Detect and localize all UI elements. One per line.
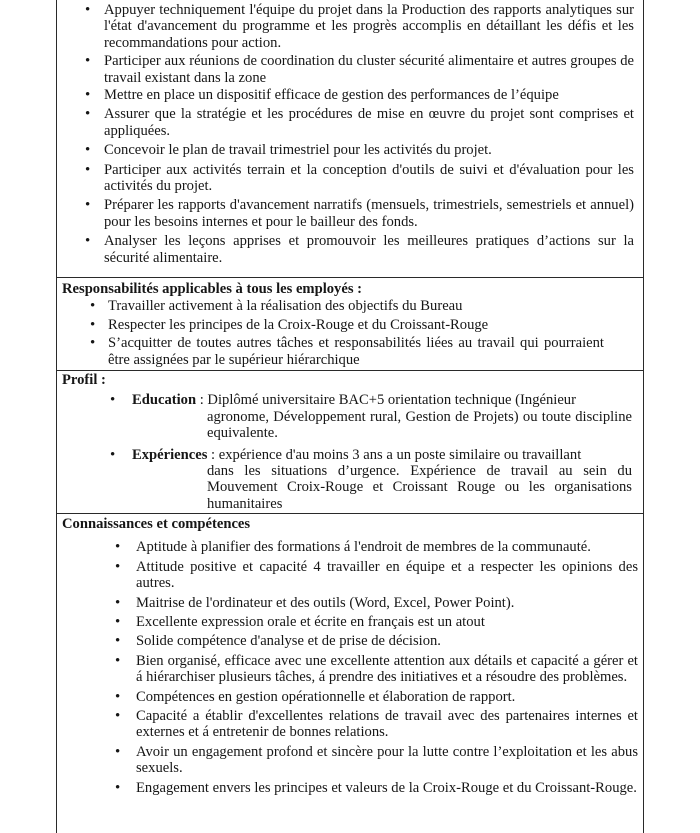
experience-item (56, 447, 644, 513)
list-item: • Assurer que la stratégie et les procédures de mise en œuvre du projet sont comprises et appliquées. (56, 106, 644, 139)
tasks-list (56, 2, 644, 266)
list-item: • S’acquitter de toutes autres tâches et responsabilités liées au travail qui pourraient être assignées par le supérieur hiérarchique (56, 335, 644, 368)
profile-section (56, 370, 644, 512)
education-text: agronome, Développement rural, Gestion de Projets) ou toute discipline equivalente. (207, 408, 632, 442)
list-item: • Travailler activement à la réalisation des objectifs du Bureau (56, 298, 644, 314)
list-item: • Appuyer techniquement l'équipe du projet dans la Production des rapports analytiques sur l'état d'avancement du programme et les progrès accomplis en détaillant les défis et les recommandations pour action. (56, 2, 644, 51)
list-item: • Avoir un engagement profond et sincère pour la lutte contre l’exploitation et les abus sexuels. (56, 744, 644, 777)
skills-list (56, 539, 644, 796)
list-item: • Préparer les rapports d'avancement narratifs (mensuels, trimestriels, semestriels et annuel) pour les besoins internes et pour le bailleur des fonds. (56, 197, 644, 230)
list-item: • Mettre en place un dispositif efficace de gestion des performances de l’équipe (56, 87, 644, 103)
list-item: • Capacité a établir d'excellentes relations de travail avec des partenaires internes et externes et á entretenir de bonnes relations. (56, 708, 644, 741)
list-item: • Concevoir le plan de travail trimestriel pour les activités du projet. (56, 142, 644, 158)
list-item: • Analyser les leçons apprises et promouvoir les meilleures pratiques d’actions sur la sécurité alimentaire. (56, 233, 644, 266)
list-item: • Excellente expression orale et écrite en français est un atout (56, 614, 644, 630)
profile-section-title: Profil : (62, 372, 106, 388)
document-page (56, 0, 644, 833)
employees-list (56, 298, 644, 368)
list-item: • Maitrise de l'ordinateur et des outils (Word, Excel, Power Point). (56, 595, 644, 611)
experience-first-line: : expérience d'au moins 3 ans a un poste similaire ou travaillant (211, 446, 582, 463)
list-item: • Participer aux réunions de coordination du cluster sécurité alimentaire et autres groupes de travail existant dans la zone (56, 53, 644, 86)
list-item: • Bien organisé, efficace avec une excellente attention aux détails et capacité a gérer et á hiérarchiser plusieurs tâches, á prendre des initiatives et a résoudre des problèmes. (56, 653, 644, 686)
education-item (56, 392, 644, 441)
education-label: Education (132, 392, 197, 409)
tasks-section (56, 0, 644, 266)
employees-section (56, 277, 644, 368)
list-item: • Attitude positive et capacité 4 travailler en équipe et a respecter les opinions des autres. (56, 559, 644, 592)
employees-section-title: Responsabilités applicables à tous les employés : (62, 281, 363, 297)
skills-section-title: Connaissances et compétences (62, 516, 251, 532)
skills-section (56, 513, 644, 796)
list-item: • Compétences en gestion opérationnelle et élaboration de rapport. (56, 689, 644, 705)
education-first-line: : Diplômé universitaire BAC+5 orientation technique (Ingénieur (199, 392, 576, 409)
list-item: • Aptitude à planifier des formations á l'endroit de membres de la communauté. (56, 539, 644, 555)
experience-label: Expériences (132, 446, 208, 463)
list-item: • Solide compétence d'analyse et de prise de décision. (56, 633, 644, 649)
experience-text: dans les situations d’urgence. Expérience de travail au sein du Mouvement Croix-Rouge et Croissant Rouge ou les organisations humanitaires (207, 463, 632, 512)
list-item: • Participer aux activités terrain et la conception d'outils de suivi et d'évaluation pour les activités du projet. (56, 162, 644, 195)
list-item: • Respecter les principes de la Croix-Rouge et du Croissant-Rouge (56, 317, 644, 333)
list-item: • Engagement envers les principes et valeurs de la Croix-Rouge et du Croissant-Rouge. (56, 780, 644, 796)
